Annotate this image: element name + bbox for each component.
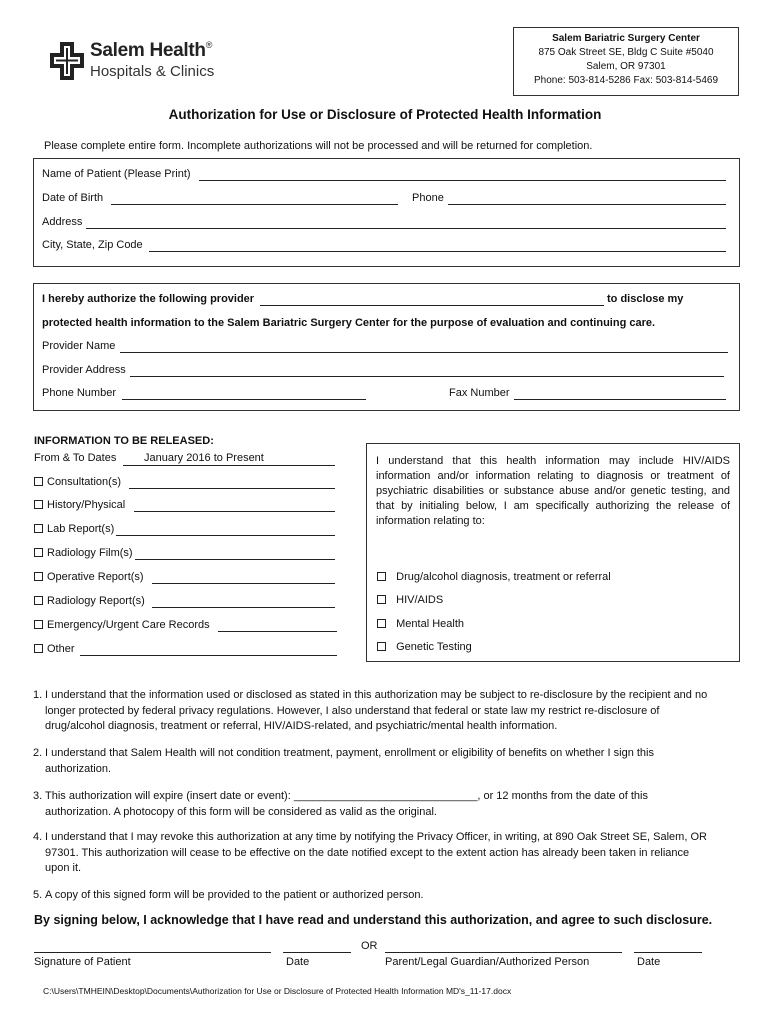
release-radiology-reports-field[interactable] — [152, 607, 335, 608]
guardian-date-field[interactable] — [634, 952, 702, 953]
checkbox-icon[interactable] — [377, 642, 386, 651]
sensitive-info-box — [366, 443, 740, 662]
checkbox-icon[interactable] — [34, 500, 43, 509]
authorize-label: I hereby authorize the following provider — [42, 293, 255, 305]
provider-fax-label: Fax Number — [449, 387, 510, 399]
center-address-line2: Salem, OR 97301 — [586, 61, 666, 72]
term-1: 1. I understand that the information used or disclosed as stated in this authorization may be subject to re-disclosure by the recipient and no longer protected by federal privacy regulations. However, I also understand that federal or state law my restrict re-disclosure of drug/alcohol diagnosis, treatment or referral, HIV/AIDS-related, and psychiatric/mental health information. — [33, 689, 708, 732]
release-item-radiology-films[interactable]: Radiology Film(s) — [34, 547, 133, 559]
patient-name-field[interactable] — [199, 180, 726, 181]
term-5: 5. A copy of this signed form will be provided to the patient or authorized person. — [33, 889, 424, 901]
authorized-provider-field[interactable] — [260, 305, 604, 306]
logo-subtitle: Hospitals & Clinics — [90, 63, 215, 80]
provider-phone-field[interactable] — [122, 399, 366, 400]
center-address-box — [513, 27, 739, 96]
release-operative-field[interactable] — [152, 583, 335, 584]
form-intro: Please complete entire form. Incomplete authorizations will not be processed and will be returned for completion. — [44, 140, 593, 152]
patient-name-label: Name of Patient (Please Print) — [42, 168, 191, 180]
dates-label: From & To Dates — [34, 452, 117, 464]
release-item-operative-reports[interactable]: Operative Report(s) — [34, 571, 144, 583]
term-3: 3. This authorization will expire (insert date or event): ______________________________, or 12 months from the date of this authorization. A photocopy of this form will be considered as valid as the original. — [33, 790, 648, 818]
patient-date-field[interactable] — [283, 952, 351, 953]
guardian-signature-field[interactable] — [385, 952, 622, 953]
checkbox-icon[interactable] — [377, 619, 386, 628]
sensitive-info-text: I understand that this health information may include HIV/AIDS information and/or information relating to diagnosis or treatment of psychiatric disabilities or substance abuse and/or genetic testing, and that by initialing below, I am specifically authorizing the release of information relating to: — [376, 455, 730, 527]
provider-name-label: Provider Name — [42, 340, 116, 352]
provider-name-field[interactable] — [120, 352, 728, 353]
disclosure-purpose: protected health information to the Salem Bariatric Surgery Center for the purpose of evaluation and continuing care. — [42, 317, 656, 329]
term-2: 2. I understand that Salem Health will not condition treatment, payment, enrollment or eligibility of benefits on whether I sign this authorization. — [33, 747, 654, 775]
release-other-field[interactable] — [80, 655, 337, 656]
provider-address-label: Provider Address — [42, 364, 126, 376]
salem-health-logo — [50, 40, 230, 84]
checkbox-icon[interactable] — [34, 596, 43, 605]
dates-field[interactable] — [123, 465, 335, 466]
dates-value: January 2016 to Present — [144, 452, 264, 464]
center-phones: Phone: 503-814-5286 Fax: 503-814-5469 — [533, 75, 719, 86]
release-item-radiology-reports[interactable]: Radiology Report(s) — [34, 595, 145, 607]
patient-date-label: Date — [286, 956, 310, 968]
release-item-emergency-records[interactable]: Emergency/Urgent Care Records — [34, 619, 210, 631]
dob-label: Date of Birth — [42, 192, 104, 204]
patient-info-box — [33, 158, 740, 267]
release-item-consultations[interactable]: Consultation(s) — [34, 476, 121, 488]
form-title: Authorization for Use or Disclosure of Protected Health Information — [168, 107, 602, 122]
center-name: Salem Bariatric Surgery Center — [552, 33, 700, 44]
checkbox-icon[interactable] — [34, 644, 43, 653]
guardian-date-label: Date — [637, 956, 661, 968]
release-item-lab-reports[interactable]: Lab Report(s) — [34, 523, 114, 535]
patient-signature-label: Signature of Patient — [34, 956, 131, 968]
file-path-footer: C:\Users\TMHEIN\Desktop\Documents\Authorization for Use or Disclosure of Protected Health Information MD's_11-17.docx — [43, 986, 512, 996]
sensitive-item-mental-health[interactable]: Mental Health — [377, 618, 464, 630]
city-state-zip-label: City, State, Zip Code — [42, 239, 143, 251]
or-label: OR — [361, 940, 378, 952]
address-label: Address — [42, 216, 83, 228]
sensitive-item-hiv-aids[interactable]: HIV/AIDS — [377, 594, 443, 606]
release-lab-field[interactable] — [116, 535, 335, 536]
patient-phone-field[interactable] — [448, 204, 726, 205]
release-emergency-field[interactable] — [218, 631, 337, 632]
center-address-line1: 875 Oak Street SE, Bldg C Suite #5040 — [538, 47, 714, 58]
checkbox-icon[interactable] — [34, 548, 43, 557]
checkbox-icon[interactable] — [377, 595, 386, 604]
release-item-history-physical[interactable]: History/Physical — [34, 499, 125, 511]
acknowledgement: By signing below, I acknowledge that I have read and understand this authorization, and agree to such disclosure. — [34, 913, 713, 927]
guardian-signature-label: Parent/Legal Guardian/Authorized Person — [385, 956, 590, 968]
to-disclose-label: to disclose my — [607, 293, 684, 305]
release-heading: INFORMATION TO BE RELEASED: — [34, 435, 214, 447]
checkbox-icon[interactable] — [34, 572, 43, 581]
provider-address-field[interactable] — [130, 376, 724, 377]
release-consultations-field[interactable] — [129, 488, 335, 489]
sensitive-item-drug-alcohol[interactable]: Drug/alcohol diagnosis, treatment or referral — [377, 571, 611, 583]
dob-field[interactable] — [111, 204, 398, 205]
patient-signature-field[interactable] — [34, 952, 271, 953]
release-radiology-films-field[interactable] — [135, 559, 335, 560]
term-4: 4. I understand that I may revoke this authorization at any time by notifying the Privacy Officer, in writing, at 890 Oak Street SE, Salem, OR 97301. This authorization will cease to be effective on the date notified except to the extent action has already been taken in reliance upon it. — [33, 831, 707, 874]
sensitive-item-genetic-testing[interactable]: Genetic Testing — [377, 641, 472, 653]
release-item-other[interactable]: Other — [34, 643, 75, 655]
provider-phone-label: Phone Number — [42, 387, 116, 399]
release-history-field[interactable] — [134, 511, 335, 512]
checkbox-icon[interactable] — [377, 572, 386, 581]
provider-info-box — [33, 283, 740, 411]
patient-phone-label: Phone — [412, 192, 444, 204]
address-field[interactable] — [86, 228, 726, 229]
checkbox-icon[interactable] — [34, 524, 43, 533]
city-state-zip-field[interactable] — [149, 251, 726, 252]
provider-fax-field[interactable] — [514, 399, 726, 400]
salem-health-cross-icon — [50, 42, 84, 80]
checkbox-icon[interactable] — [34, 477, 43, 486]
logo-name: Salem Health® — [90, 40, 213, 61]
checkbox-icon[interactable] — [34, 620, 43, 629]
